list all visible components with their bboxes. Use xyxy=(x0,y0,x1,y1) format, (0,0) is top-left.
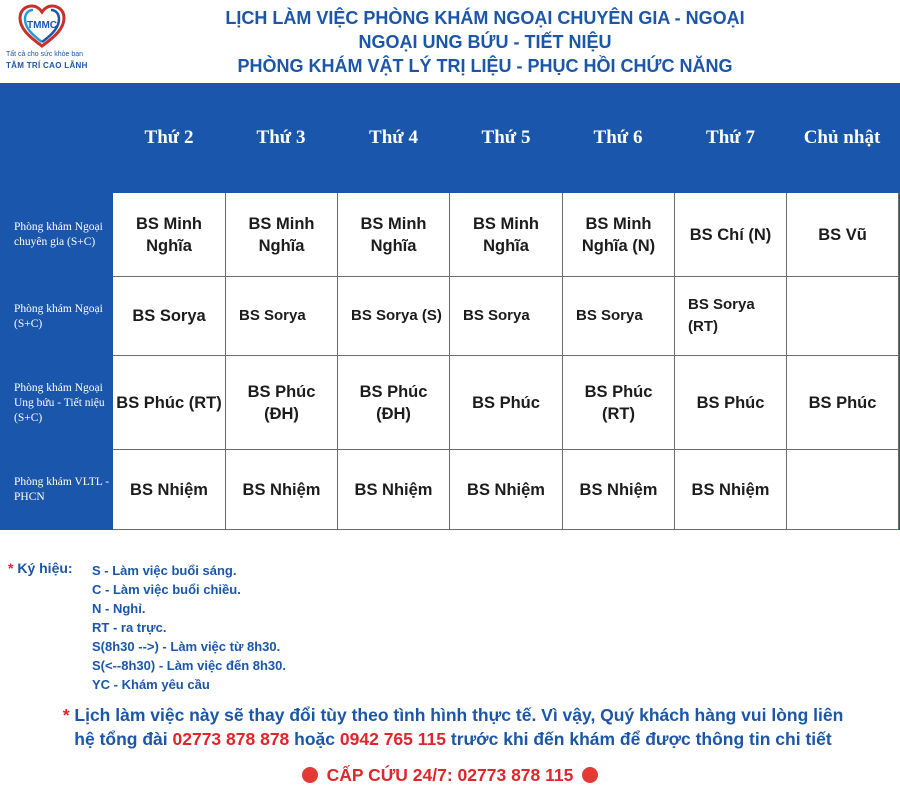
page-title-line1: LỊCH LÀM VIỆC PHÒNG KHÁM NGOẠI CHUYÊN GIA - NGOẠI xyxy=(225,8,745,28)
row-label: Phòng khám Ngoại (S+C) xyxy=(14,302,103,330)
legend-item: YC - Khám yêu cầu xyxy=(92,677,210,692)
legend-title xyxy=(8,560,73,576)
logo-tagline: Tất cả cho sức khỏe bạn xyxy=(6,51,84,58)
schedule-cell: BS Nhiệm xyxy=(226,450,338,530)
emergency-text[interactable]: CẤP CỨU 24/7: 02773 878 115 xyxy=(326,765,574,785)
schedule-cell: BS Minh Nghĩa xyxy=(226,193,338,277)
note-line1 xyxy=(8,703,898,727)
red-dot-icon xyxy=(302,767,318,783)
day-header: Thứ 5 xyxy=(481,127,531,148)
schedule-cell: BS Phúc (RT) xyxy=(113,356,226,450)
day-header: Thứ 7 xyxy=(706,127,755,148)
red-dot-icon xyxy=(582,767,598,783)
schedule-cell: BS Phúc (ĐH) xyxy=(226,356,338,450)
page-title-line3: PHÒNG KHÁM VẬT LÝ TRỊ LIỆU - PHỤC HỒI CHỨC NĂNG xyxy=(237,56,733,76)
schedule-note xyxy=(8,703,898,751)
note-connector: hoặc xyxy=(294,729,336,749)
clinic-logo xyxy=(4,4,88,70)
schedule-cell: BS Sorya xyxy=(450,277,563,356)
schedule-cell: BS Minh Nghĩa xyxy=(450,193,563,277)
hotline-phone[interactable]: 02773 878 878 xyxy=(172,729,290,749)
note-suffix: trước khi đến khám để được thông tin chi tiết xyxy=(450,729,832,749)
schedule-cell: BS Sorya (S) xyxy=(338,277,450,356)
schedule-cell: BS Sorya xyxy=(226,277,338,356)
page-title-line2: NGOẠI UNG BỨU - TIẾT NIỆU xyxy=(358,32,612,52)
svg-text:TMMC: TMMC xyxy=(27,20,57,31)
schedule-cell xyxy=(787,450,899,530)
legend-item: N - Nghỉ. xyxy=(92,601,146,616)
schedule-cell: BS Phúc xyxy=(675,356,787,450)
heart-logo-icon xyxy=(18,4,66,50)
note-line1-text: Lịch làm việc này sẽ thay đổi tùy theo tình hình thực tế. Vì vậy, Quý khách hàng vui lòng liên xyxy=(74,705,844,725)
day-header: Thứ 4 xyxy=(369,127,418,148)
day-header: Thứ 2 xyxy=(144,127,194,148)
note-line2 xyxy=(8,727,898,751)
schedule-table xyxy=(0,83,900,530)
day-header: Chủ nhật xyxy=(803,127,881,148)
day-header: Thứ 6 xyxy=(593,127,643,148)
schedule-cell: BS Nhiệm xyxy=(113,450,226,530)
schedule-cell: BS Chí (N) xyxy=(675,193,787,277)
row-label: Phòng khám Ngoại Ung bứu - Tiết niệu (S+C) xyxy=(14,381,105,424)
schedule-cell: BS Minh Nghĩa (N) xyxy=(563,193,675,277)
row-label: Phòng khám Ngoại chuyên gia (S+C) xyxy=(14,221,103,248)
schedule-cell: BS Phúc xyxy=(450,356,563,450)
schedule-cell: BS Nhiệm xyxy=(675,450,787,530)
schedule-cell xyxy=(787,277,899,356)
logo-brand: TÂM TRÍ CAO LÃNH xyxy=(6,61,88,70)
legend-star: * xyxy=(8,560,14,576)
schedule-cell: BS Minh Nghĩa xyxy=(113,193,226,277)
schedule-cell: BS Sorya xyxy=(113,277,226,356)
legend-item: S(<--8h30) - Làm việc đến 8h30. xyxy=(92,658,286,673)
schedule-cell: BS Sorya (RT) xyxy=(675,277,787,356)
legend-item: S - Làm việc buổi sáng. xyxy=(92,563,237,578)
note-prefix: hệ tổng đài xyxy=(74,729,168,749)
schedule-cell: BS Phúc (ĐH) xyxy=(338,356,450,450)
row-label: Phòng khám VLTL - PHCN xyxy=(14,475,110,503)
legend-item: S(8h30 -->) - Làm việc từ 8h30. xyxy=(92,639,281,654)
schedule-cell: BS Nhiệm xyxy=(338,450,450,530)
day-header: Thứ 3 xyxy=(256,127,306,148)
schedule-cell: BS Nhiệm xyxy=(450,450,563,530)
note-star: * xyxy=(62,705,70,725)
legend-item: RT - ra trực. xyxy=(92,620,167,635)
legend-title-text: Ký hiệu: xyxy=(17,560,73,576)
legend-item: C - Làm việc buổi chiều. xyxy=(92,582,241,597)
emergency-line xyxy=(0,765,900,786)
schedule-cell: BS Nhiệm xyxy=(563,450,675,530)
schedule-cell: BS Minh Nghĩa xyxy=(338,193,450,277)
legend-list xyxy=(92,561,286,694)
mobile-phone[interactable]: 0942 765 115 xyxy=(339,729,446,749)
schedule-cell: BS Vũ xyxy=(787,193,899,277)
schedule-cell: BS Sorya xyxy=(563,277,675,356)
schedule-cell: BS Phúc (RT) xyxy=(563,356,675,450)
schedule-cell: BS Phúc xyxy=(787,356,899,450)
